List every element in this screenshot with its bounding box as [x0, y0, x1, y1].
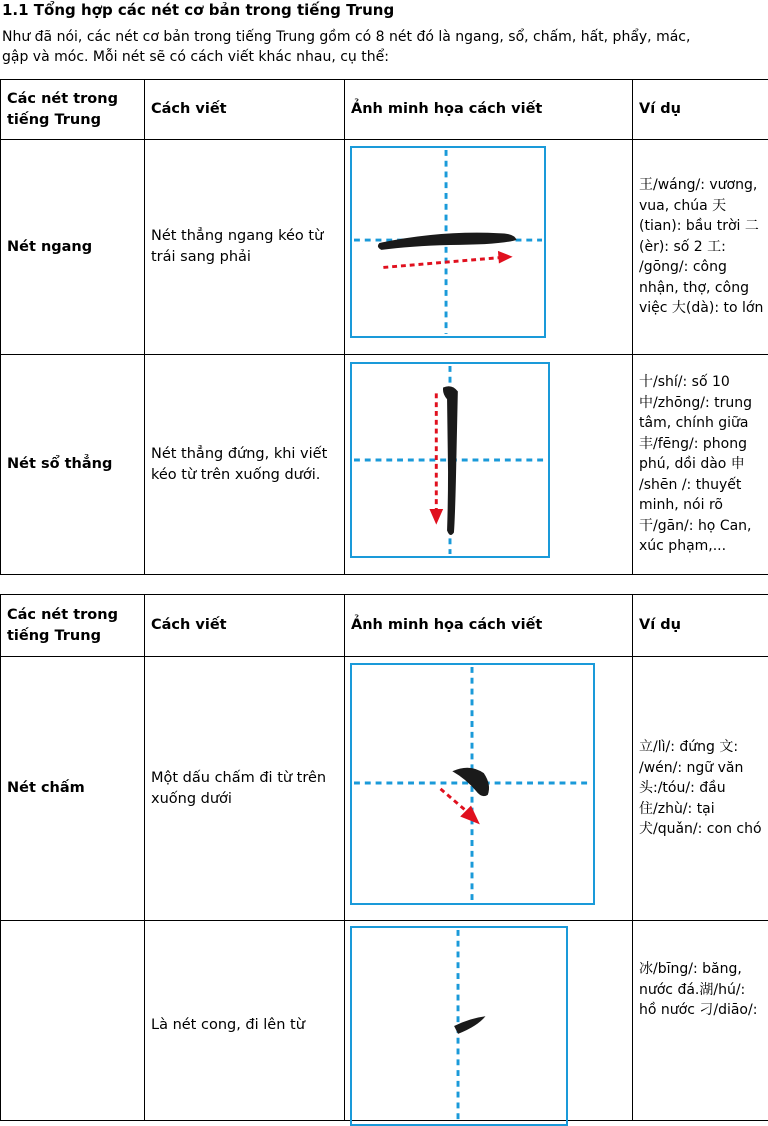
stroke-description: Là nét cong, đi lên từ	[145, 921, 345, 1121]
stroke-illustration	[345, 657, 633, 921]
header-illustration: Ảnh minh họa cách viết	[345, 595, 633, 657]
stroke-description: Một dấu chấm đi từ trên xuống dưới	[145, 657, 345, 921]
dot-stroke-svg	[352, 665, 593, 903]
stroke-illustration	[345, 140, 633, 355]
rising-stroke-svg	[352, 928, 566, 1124]
intro-line-2: gập và móc. Mỗi nét sẽ có cách viết khác nhau, cụ thể:	[2, 47, 768, 67]
section-heading: 1.1 Tổng hợp các nét cơ bản trong tiếng Trung	[2, 0, 394, 20]
table-row	[1, 355, 768, 575]
table-row	[1, 657, 768, 921]
stroke-examples: 冰/bīng/: băng, nước đá.湖/hú/: hồ nước 刁/diāo/:	[633, 921, 768, 1121]
stroke-examples: 王/wáng/: vương, vua, chúa 天 (tian): bầu trời 二 (èr): số 2 工: /gōng/: công nhận, thợ, công việc 大(dà): to lớn	[633, 140, 768, 355]
stroke-name: Nét ngang	[1, 140, 145, 355]
direction-arrow-head	[498, 251, 513, 264]
stroke-description: Nét thẳng đứng, khi viết kéo từ trên xuống dưới.	[145, 355, 345, 575]
stroke-name: Nét chấm	[1, 657, 145, 921]
header-illustration: Ảnh minh họa cách viết	[345, 80, 633, 140]
table-header-row	[1, 595, 768, 657]
header-examples: Ví dụ	[633, 80, 768, 140]
strokes-table-2	[0, 594, 768, 1121]
table-row	[1, 140, 768, 355]
stroke-name: Nét sổ thẳng	[1, 355, 145, 575]
horizontal-stroke-diagram	[350, 146, 546, 338]
horizontal-stroke-svg	[352, 148, 544, 336]
header-how-to-write: Cách viết	[145, 80, 345, 140]
direction-arrow-line	[441, 789, 469, 813]
dot-stroke-diagram	[350, 663, 595, 905]
stroke-examples: 十/shí/: số 10 中/zhōng/: trung tâm, chính giữa 丰/fēng/: phong phú, dồi dào 申 /shēn /: thuyết minh, nói rõ 干/gān/: họ Can, xúc phạm,...	[633, 355, 768, 575]
strokes-table-1	[0, 79, 768, 575]
vertical-stroke-diagram	[350, 362, 550, 558]
table-header-row	[1, 80, 768, 140]
header-stroke-name: Các nét trong tiếng Trung	[1, 595, 145, 657]
direction-arrow-line	[383, 258, 499, 268]
stroke-examples: 立/lì/: đứng 文: /wén/: ngữ văn 头:/tóu/: đầu 住/zhù/: tại 犬/quǎn/: con chó	[633, 657, 768, 921]
header-examples: Ví dụ	[633, 595, 768, 657]
rising-stroke-diagram	[350, 926, 568, 1126]
intro-line-1: Như đã nói, các nét cơ bản trong tiếng Trung gồm có 8 nét đó là ngang, sổ, chấm, hất, phẩy, mác,	[2, 27, 768, 47]
stroke-illustration	[345, 355, 633, 575]
stroke-name	[1, 921, 145, 1121]
vertical-stroke-svg	[352, 364, 548, 556]
direction-arrow-head	[429, 509, 443, 525]
header-how-to-write: Cách viết	[145, 595, 345, 657]
table-row	[1, 921, 768, 1121]
stroke-illustration	[345, 921, 633, 1121]
header-stroke-name: Các nét trong tiếng Trung	[1, 80, 145, 140]
intro-paragraph	[2, 27, 768, 67]
stroke-description: Nét thẳng ngang kéo từ trái sang phải	[145, 140, 345, 355]
